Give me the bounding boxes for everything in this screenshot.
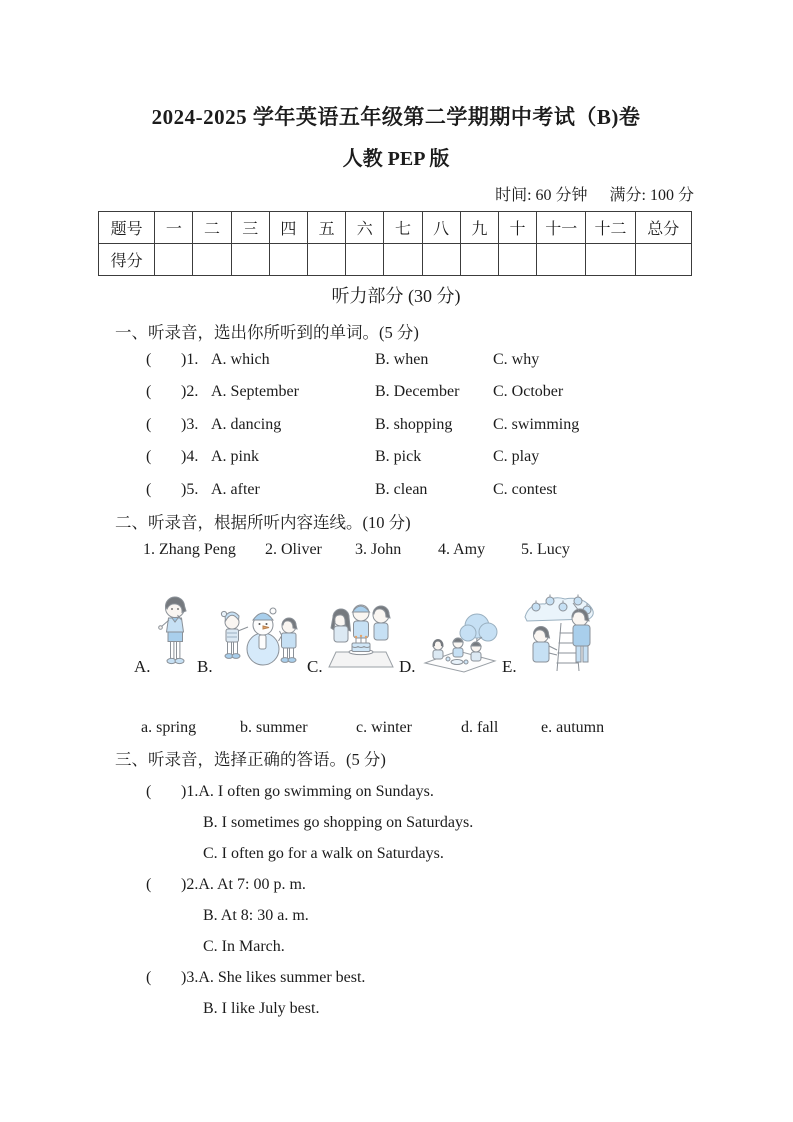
option-b: B. pick bbox=[375, 448, 422, 466]
answer-bracket: ( bbox=[146, 351, 152, 368]
score-cell bbox=[498, 244, 536, 276]
boy-ice-cream-illustration bbox=[155, 593, 195, 678]
score-cell bbox=[231, 244, 269, 276]
score-table-header-cell: 一 bbox=[155, 212, 193, 244]
score-table-header-cell: 十二 bbox=[586, 212, 635, 244]
score-cell bbox=[537, 244, 586, 276]
score-table-header-cell: 四 bbox=[269, 212, 307, 244]
score-table-header-row bbox=[99, 212, 692, 244]
part1-questions bbox=[98, 344, 694, 506]
question-row bbox=[98, 376, 694, 408]
question-row bbox=[98, 409, 694, 441]
score-table-header-cell: 十 bbox=[498, 212, 536, 244]
answer-bracket: ( bbox=[146, 480, 152, 498]
exam-full-score: 满分: 100 分 bbox=[609, 187, 694, 204]
snowman-illustration bbox=[217, 605, 303, 678]
option-c: C. swimming bbox=[493, 415, 580, 433]
match-name: 4. Amy bbox=[438, 541, 486, 558]
option-b: B. clean bbox=[375, 480, 428, 498]
option-c: C. play bbox=[493, 448, 540, 466]
answer-bracket: ( bbox=[146, 448, 152, 466]
score-table-header-cell: 题号 bbox=[99, 212, 155, 244]
answer-bracket: ( bbox=[146, 969, 152, 986]
answer-bracket: ( bbox=[146, 783, 152, 800]
score-cell bbox=[586, 244, 635, 276]
option-line: B. I like July best. bbox=[203, 1000, 320, 1017]
option-a: A. September bbox=[211, 383, 299, 401]
score-cell bbox=[460, 244, 498, 276]
exam-meta bbox=[98, 182, 694, 205]
page-title: 2024-2025 学年英语五年级第二学期期中考试（B)卷 bbox=[151, 105, 641, 129]
picnic-under-tree-illustration bbox=[420, 611, 498, 678]
option-c: C. why bbox=[493, 351, 540, 368]
option-b: B. December bbox=[375, 383, 460, 401]
score-cell bbox=[308, 244, 346, 276]
option-c: C. contest bbox=[493, 480, 557, 498]
picture-item-b bbox=[197, 605, 303, 678]
option-line: B. At 8: 30 a. m. bbox=[203, 907, 309, 924]
question-number: )1. bbox=[181, 351, 199, 368]
match-name: 2. Oliver bbox=[265, 541, 322, 558]
option-c: C. October bbox=[493, 383, 564, 401]
matching-pictures-row bbox=[98, 592, 694, 678]
season-option: a. spring bbox=[141, 719, 197, 736]
option-line: C. In March. bbox=[203, 938, 285, 955]
part2-heading: 二、听录音，根据所听内容连线。(10 分) bbox=[115, 513, 411, 532]
question-row bbox=[98, 962, 694, 993]
score-cell bbox=[269, 244, 307, 276]
score-table-header-cell: 六 bbox=[346, 212, 384, 244]
question-row bbox=[98, 869, 694, 900]
option-b: B. shopping bbox=[375, 415, 453, 433]
option-line: C. I often go for a walk on Saturdays. bbox=[203, 845, 444, 862]
match-name: 5. Lucy bbox=[521, 541, 570, 558]
season-option: b. summer bbox=[240, 719, 308, 736]
page-subtitle: 人教 PEP 版 bbox=[342, 148, 450, 170]
answer-bracket: ( bbox=[146, 415, 152, 433]
picture-item-a bbox=[134, 593, 195, 678]
option-a: A. which bbox=[211, 351, 270, 368]
question-number: )4. bbox=[181, 448, 199, 466]
score-table bbox=[98, 211, 692, 276]
question-row bbox=[98, 474, 694, 506]
question-row bbox=[98, 344, 694, 376]
question-number: )2. bbox=[181, 383, 199, 401]
exam-time: 时间: 60 分钟 bbox=[495, 187, 588, 204]
score-table-header-cell: 九 bbox=[460, 212, 498, 244]
score-table-score-row bbox=[99, 244, 692, 276]
picture-label: C. bbox=[307, 657, 323, 676]
score-table-header-cell: 十一 bbox=[537, 212, 586, 244]
score-table-header-cell: 三 bbox=[231, 212, 269, 244]
match-name: 1. Zhang Peng bbox=[143, 541, 236, 558]
picture-label: B. bbox=[197, 657, 213, 676]
question-row bbox=[98, 441, 694, 473]
birthday-cake-illustration bbox=[327, 597, 395, 678]
option-a: A. pink bbox=[211, 448, 259, 466]
option-line: B. I sometimes go shopping on Saturdays. bbox=[203, 814, 474, 831]
option-line: )3.A. She likes summer best. bbox=[181, 969, 366, 986]
option-line: )2.A. At 7: 00 p. m. bbox=[181, 876, 306, 893]
picture-item-d bbox=[399, 611, 498, 678]
score-cell bbox=[346, 244, 384, 276]
listening-section-heading: 听力部分 (30 分) bbox=[331, 286, 461, 306]
option-b: B. when bbox=[375, 351, 429, 368]
apple-picking-ladder-illustration bbox=[521, 593, 599, 678]
score-table-header-cell: 七 bbox=[384, 212, 422, 244]
part3-questions bbox=[98, 776, 694, 1024]
part1-heading: 一、听录音，选出你所听到的单词。(5 分) bbox=[115, 323, 419, 342]
option-line: )1.A. I often go swimming on Sundays. bbox=[181, 783, 434, 800]
option-a: A. after bbox=[211, 480, 260, 498]
question-row bbox=[98, 776, 694, 807]
score-table-header-cell: 二 bbox=[193, 212, 231, 244]
match-name: 3. John bbox=[355, 541, 402, 558]
part3-heading: 三、听录音，选择正确的答语。(5 分) bbox=[115, 750, 386, 769]
question-number: )5. bbox=[181, 480, 199, 498]
score-row-label: 得分 bbox=[99, 244, 155, 276]
question-number: )3. bbox=[181, 415, 199, 433]
score-cell bbox=[635, 244, 691, 276]
picture-label: A. bbox=[134, 657, 151, 676]
score-cell bbox=[422, 244, 460, 276]
season-option: e. autumn bbox=[541, 719, 605, 736]
answer-bracket: ( bbox=[146, 383, 152, 401]
picture-item-e bbox=[502, 593, 599, 678]
score-table-header-cell: 五 bbox=[308, 212, 346, 244]
picture-item-c bbox=[307, 597, 395, 678]
answer-bracket: ( bbox=[146, 876, 152, 893]
score-cell bbox=[193, 244, 231, 276]
option-a: A. dancing bbox=[211, 415, 282, 433]
season-option: d. fall bbox=[461, 719, 499, 736]
matching-names-row bbox=[98, 539, 694, 561]
score-cell bbox=[155, 244, 193, 276]
season-option: c. winter bbox=[356, 719, 412, 736]
score-table-header-cell: 总分 bbox=[635, 212, 691, 244]
season-options-row bbox=[98, 717, 694, 739]
score-table-header-cell: 八 bbox=[422, 212, 460, 244]
picture-label: D. bbox=[399, 657, 416, 676]
picture-label: E. bbox=[502, 657, 517, 676]
score-cell bbox=[384, 244, 422, 276]
